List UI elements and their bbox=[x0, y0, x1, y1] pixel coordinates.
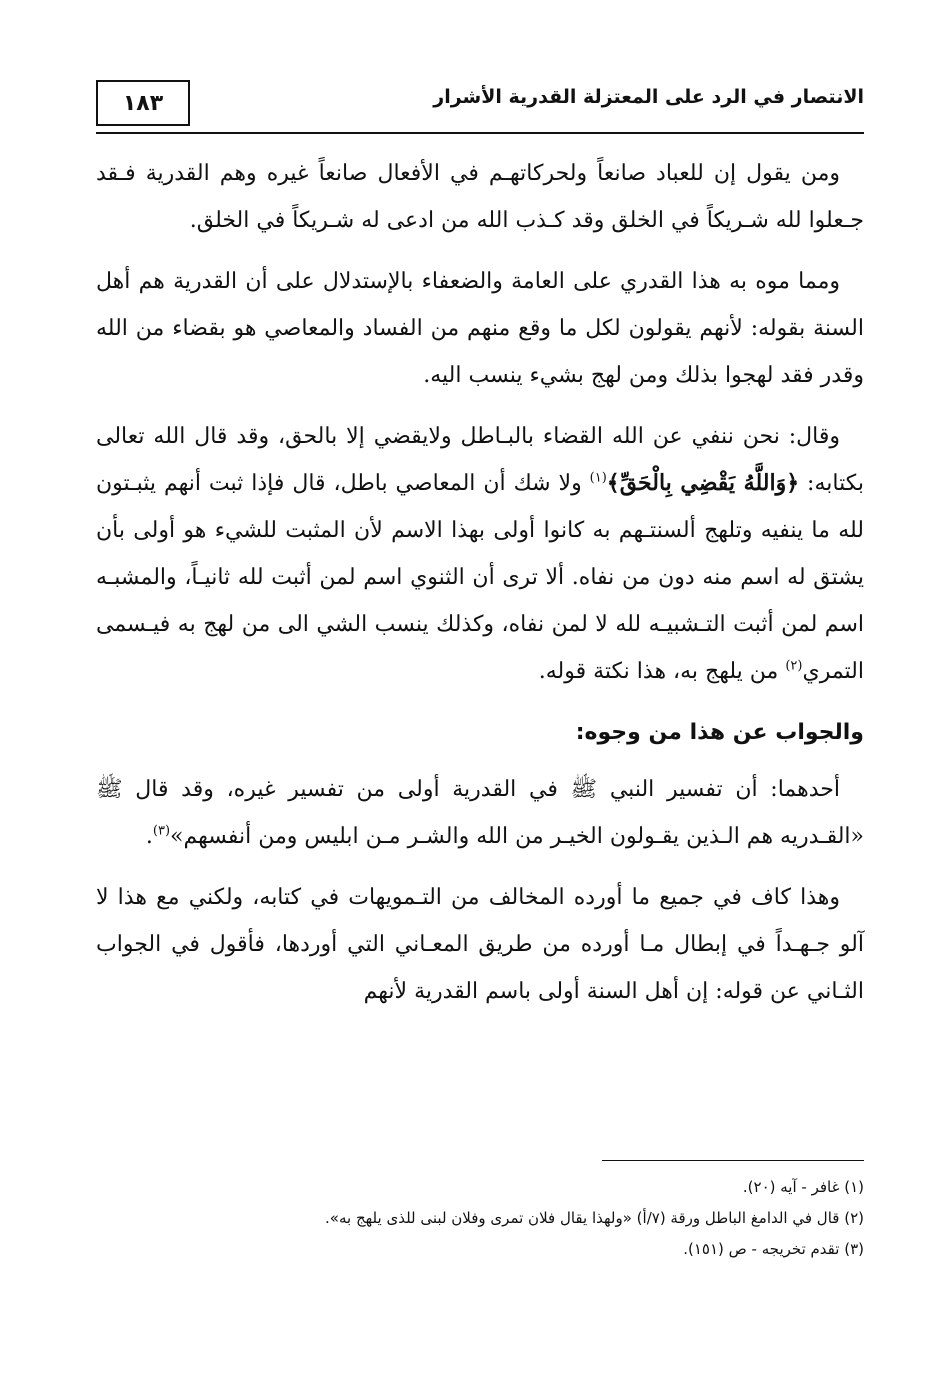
quran-verse: ﴿وَاللَّهُ يَقْضِي بِالْحَقِّ﴾ bbox=[606, 470, 800, 496]
footnote-divider bbox=[602, 1160, 864, 1161]
paragraph-text: أحدهما: أن تفسير النبي ﷺ في القدرية أولى من تفسير غيره، وقد قال ﷺ «القـدريه هم الـذين يقـولون الخيـر من الله والشـر مـن ابليس ومن أنفسهم» bbox=[96, 777, 864, 849]
paragraph bbox=[96, 766, 864, 860]
paragraph-text: وقال: نحن ننفي عن الله القضاء بالبـاطل ولايقضي إلا بالحق، وقد قال الله تعالى بكتابه: bbox=[96, 424, 864, 496]
footnote-ref: (١) bbox=[589, 470, 607, 486]
footnote-ref: (٣) bbox=[152, 823, 171, 839]
section-heading: والجواب عن هذا من وجوه: bbox=[575, 720, 864, 745]
paragraph-text: ولا شك أن المعاصي باطل، قال فإذا ثبت أنهم يثبـتون لله ما ينفيه وتلهج ألسنتـهم به كانوا أولى بهذا الاسم لأن المثبت للشيء هو أولى بأن يشتق له اسم منه دون من نفاه. ألا ترى أن الثنوي اسم لمن أثبت لله ثانيـاً، والمشبـه اسم لمن أثبت التـشبيـه لله لا لمن نفاه، وكذلك ينسب الشي الى من لهج به فيـسمى التمري bbox=[96, 471, 864, 684]
paragraph-text: . bbox=[145, 824, 153, 849]
paragraph-text: من يلهج به، هذا نكتة قوله. bbox=[538, 659, 786, 684]
paragraph: وهذا كاف في جميع ما أورده المخالف من التـمويهات في كتابه، ولكني مع هذا لا آلو جـهـداً في إبطال مـا أورده من طريق المعـاني التي أوردها، فأقول في الجواب الثـاني عن قوله: إن أهل السنة أولى باسم القدرية لأنهم bbox=[96, 885, 864, 1004]
paragraph bbox=[96, 413, 864, 695]
page-number: ١٨٣ bbox=[96, 80, 190, 126]
footnote-ref: (٢) bbox=[785, 658, 803, 674]
paragraph: ومما موه به هذا القدري على العامة والضعفاء بالإستدلال على أن القدرية هم أهل السنة بقوله: لأنهم يقولون لكل ما وقع منهم من الفساد والمعاصي هو بقضاء من الله وقدر فقد لهجوا بذلك ومن لهج بشيء ينسب اليه. bbox=[96, 269, 864, 388]
page-header bbox=[96, 80, 864, 134]
paragraph: ومن يقول إن للعباد صانعاً ولحركاتهـم في الأفعال صانعاً غيره وهم القدرية فـقد جـعلوا لله شـريكاً في الخلق وقد كـذب الله من ادعى له شـريكاً في الخلق. bbox=[96, 161, 864, 233]
footnote: (٢) قال في الدامغ الباطل ورقة (٧/أ) «ولهذا يقال فلان تمرى وفلان لبنى للذى يلهج به». bbox=[325, 1209, 864, 1227]
footnotes bbox=[96, 1172, 864, 1265]
running-title: الانتصار في الرد على المعتزلة القدرية الأشرار bbox=[433, 86, 864, 108]
footnote: (١) غافر - آيه (٢٠). bbox=[742, 1178, 864, 1196]
footnote: (٣) تقدم تخريجه - ص (١٥١). bbox=[683, 1240, 864, 1258]
main-text bbox=[96, 150, 864, 1029]
